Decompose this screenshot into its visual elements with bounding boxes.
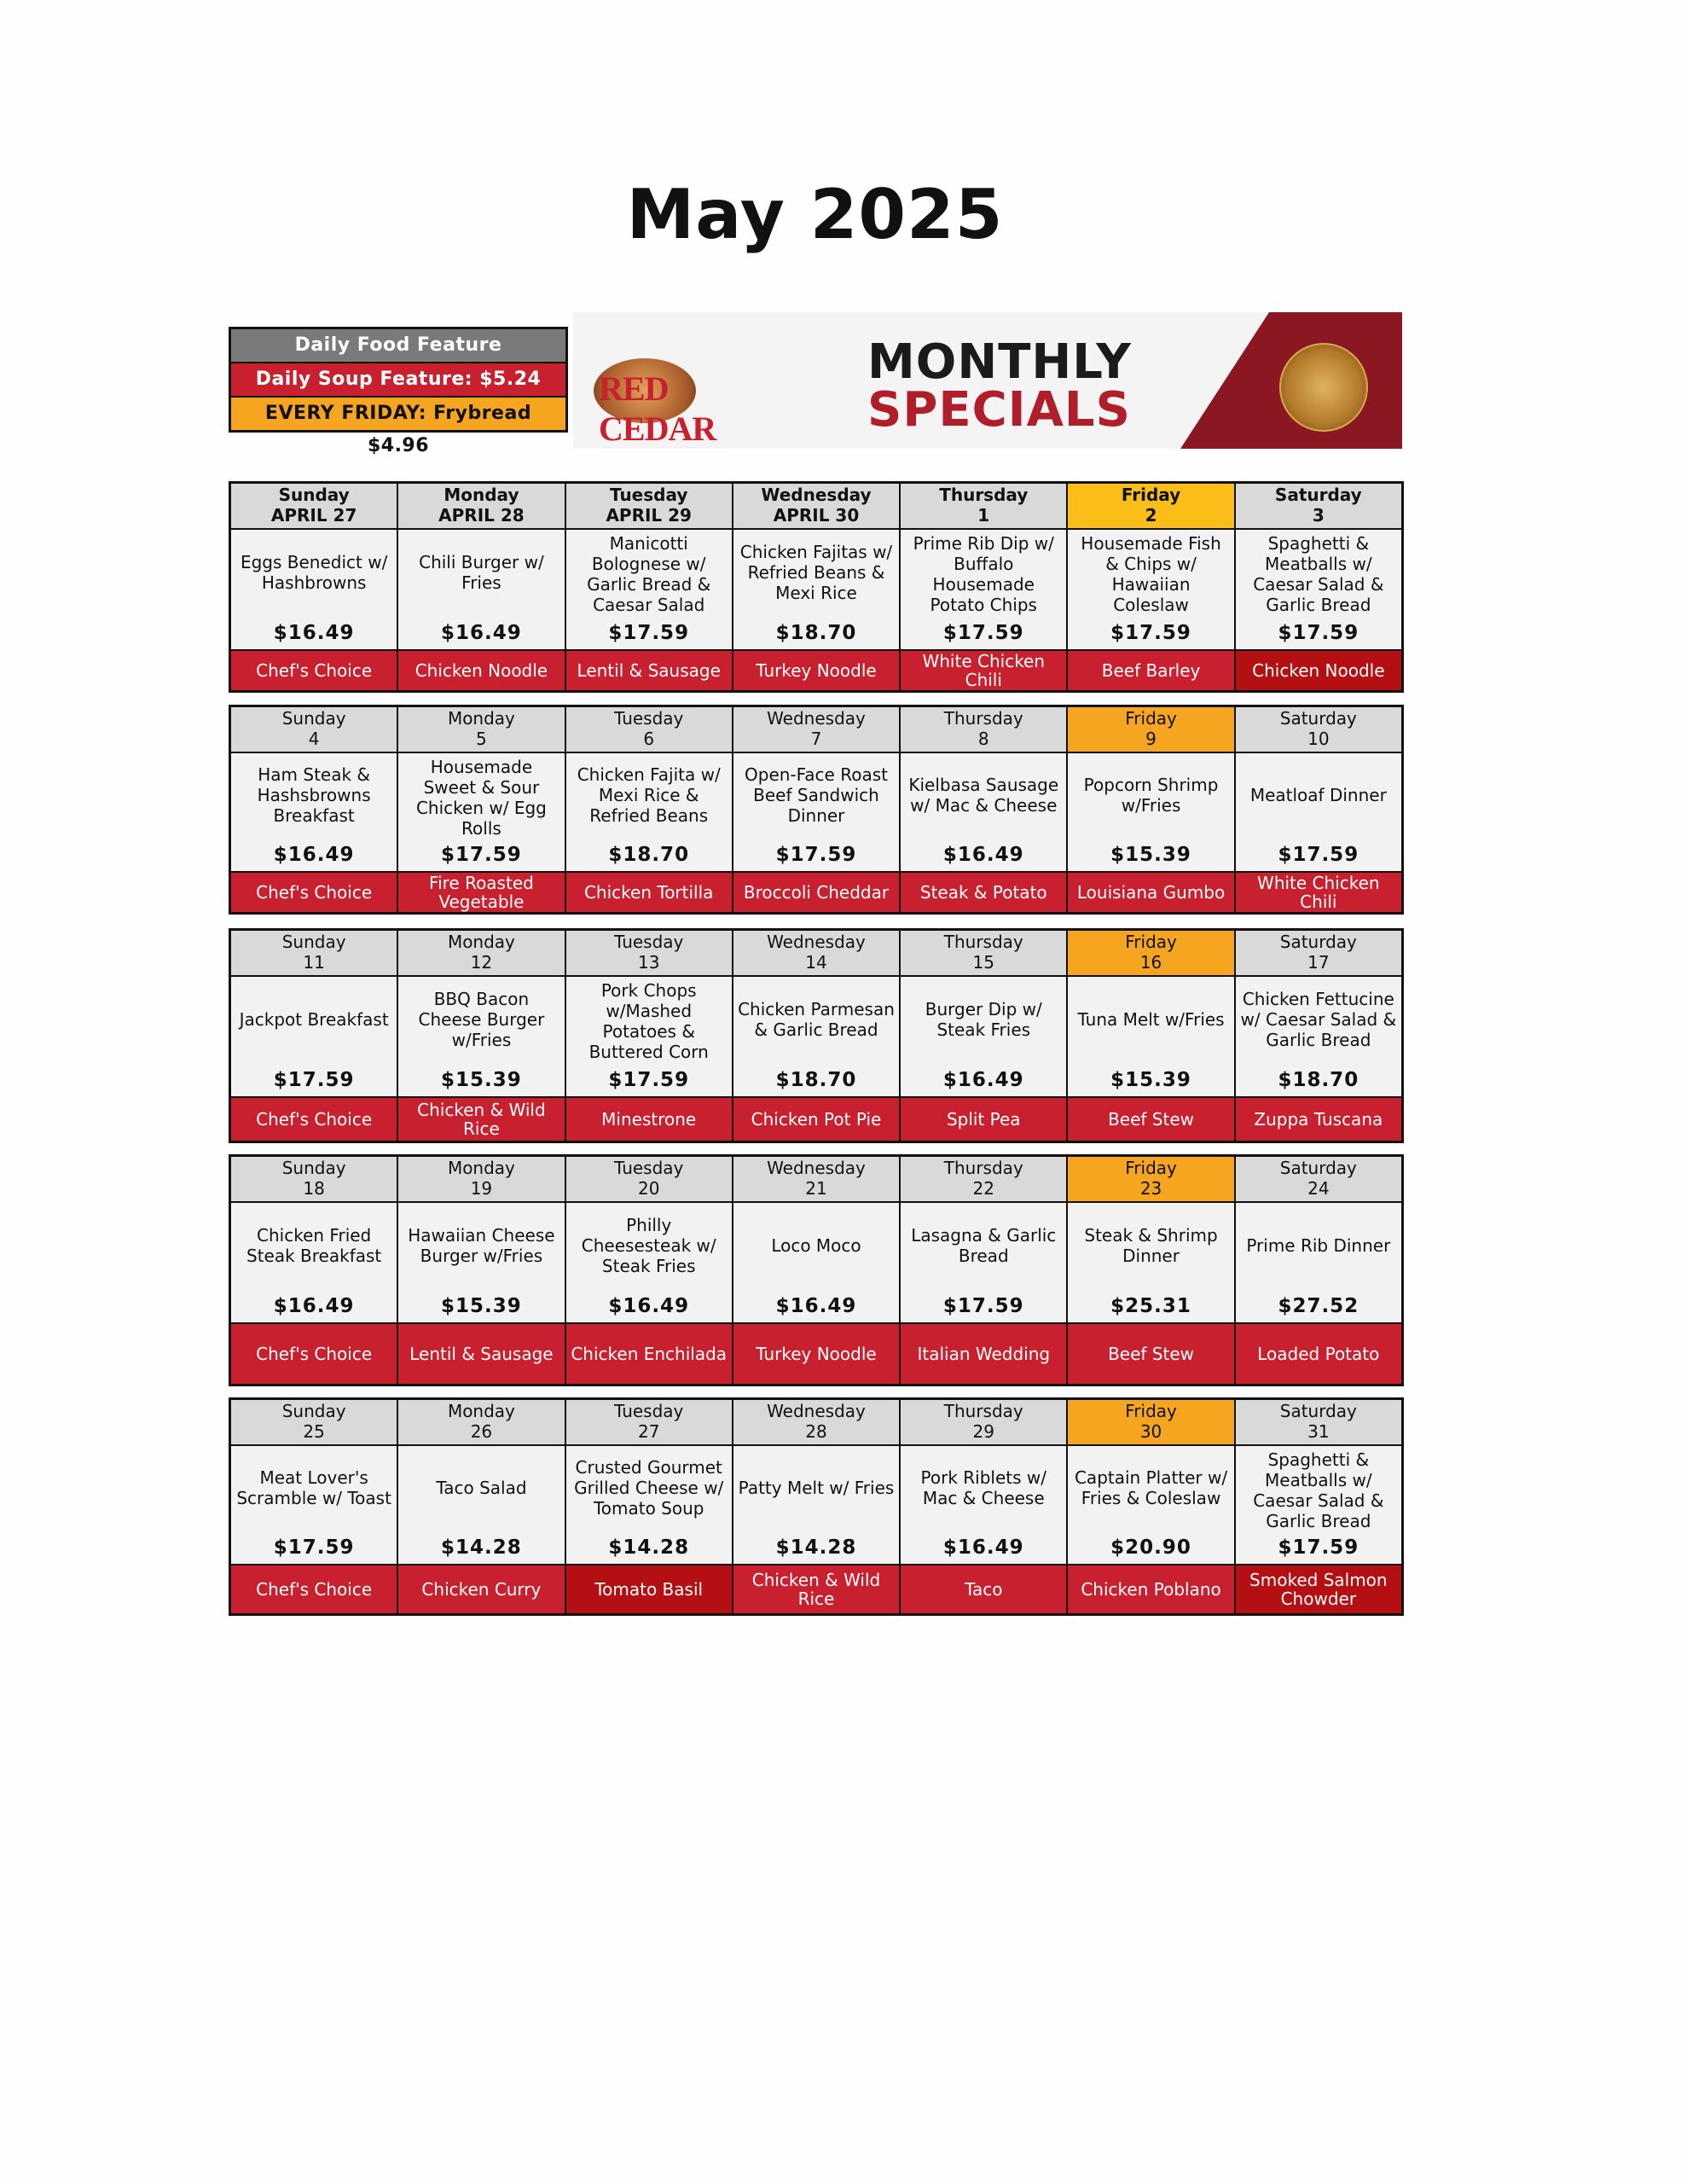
meal-price: $17.59 bbox=[1278, 1536, 1359, 1559]
day-date: 7 bbox=[810, 729, 822, 749]
day-date: 9 bbox=[1145, 729, 1157, 749]
meal-name: Meatloaf Dinner bbox=[1249, 785, 1387, 805]
meal-price: $17.59 bbox=[942, 622, 1024, 644]
banner-title-line1: MONTHLY bbox=[867, 334, 1132, 390]
meal-row bbox=[231, 1201, 1401, 1324]
daily-soup-feature: Loaded Potato bbox=[1236, 1324, 1401, 1384]
daily-food-feature bbox=[733, 977, 901, 1096]
daily-soup-feature: Zuppa Tuscana bbox=[1236, 1098, 1401, 1141]
day-date: APRIL 27 bbox=[270, 505, 357, 526]
daily-soup-feature: Chicken Noodle bbox=[398, 651, 565, 690]
meal-name: Chicken Fajita w/ Mexi Rice & Refried Beans bbox=[577, 764, 721, 826]
daily-soup-feature: Broccoli Cheddar bbox=[733, 873, 901, 912]
meal-name: Chicken Fried Steak Breakfast bbox=[246, 1225, 382, 1266]
meal-name: Spaghetti & Meatballs w/ Caesar Salad & Garlic Bread bbox=[1253, 1449, 1384, 1531]
day-date: 17 bbox=[1307, 952, 1330, 973]
daily-soup-feature: Chef's Choice bbox=[231, 1098, 398, 1141]
meal-name: Ham Steak & Hashsbrowns Breakfast bbox=[257, 764, 371, 826]
day-date: 15 bbox=[972, 952, 994, 973]
meal-price: $18.70 bbox=[608, 844, 690, 866]
daily-soup-feature: Split Pea bbox=[901, 1098, 1068, 1141]
daily-food-feature bbox=[1236, 530, 1401, 649]
day-header bbox=[566, 1400, 733, 1444]
meal-name: Chili Burger w/ Fries bbox=[419, 552, 544, 593]
day-date: 12 bbox=[470, 952, 493, 973]
day-date: 4 bbox=[308, 729, 320, 749]
day-name: Wednesday bbox=[767, 1158, 866, 1178]
day-name: Saturday bbox=[1279, 708, 1357, 729]
day-date: 19 bbox=[470, 1178, 493, 1199]
day-header bbox=[733, 1157, 901, 1201]
day-header bbox=[1236, 1157, 1401, 1201]
day-date: 1 bbox=[977, 505, 990, 526]
monthly-specials-banner bbox=[573, 312, 1402, 449]
daily-food-feature bbox=[566, 1203, 733, 1322]
week-header-row bbox=[231, 1400, 1401, 1444]
meal-name: Pork Riblets w/ Mac & Cheese bbox=[920, 1467, 1046, 1508]
day-name: Monday bbox=[447, 708, 515, 729]
meal-price: $17.59 bbox=[775, 844, 857, 866]
calendar-week bbox=[229, 1154, 1404, 1386]
day-date: 20 bbox=[637, 1178, 660, 1199]
day-header bbox=[1236, 1400, 1401, 1444]
daily-food-feature bbox=[566, 530, 733, 649]
day-header bbox=[1068, 1400, 1235, 1444]
daily-food-feature bbox=[733, 1203, 901, 1322]
daily-food-feature bbox=[1236, 753, 1401, 871]
day-date: 13 bbox=[637, 952, 660, 973]
daily-food-feature bbox=[566, 1446, 733, 1564]
daily-soup-feature: Smoked Salmon Chowder bbox=[1236, 1565, 1401, 1613]
calendar-week bbox=[229, 928, 1404, 1143]
meal-price: $16.49 bbox=[273, 1295, 355, 1317]
daily-soup-feature: Beef Barley bbox=[1068, 651, 1235, 690]
day-date: 8 bbox=[977, 729, 989, 749]
meal-name: Kielbasa Sausage w/ Mac & Cheese bbox=[908, 775, 1059, 816]
day-name: Saturday bbox=[1279, 1401, 1357, 1421]
daily-soup-feature: Louisiana Gumbo bbox=[1068, 873, 1235, 912]
day-header bbox=[1236, 484, 1401, 528]
day-name: Tuesday bbox=[614, 932, 684, 952]
meal-price: $17.59 bbox=[608, 622, 690, 644]
meal-name: Chicken Parmesan & Garlic Bread bbox=[738, 999, 895, 1040]
meal-price: $15.39 bbox=[441, 1295, 522, 1317]
calendar-week bbox=[229, 705, 1404, 915]
meal-price: $18.70 bbox=[1278, 1069, 1359, 1091]
page-title: May 2025 bbox=[626, 175, 1004, 254]
banner-title-line2: SPECIALS bbox=[867, 382, 1131, 438]
meal-row bbox=[231, 752, 1401, 873]
day-header bbox=[901, 931, 1068, 975]
day-header bbox=[901, 1400, 1068, 1444]
day-name: Sunday bbox=[281, 708, 346, 729]
day-header bbox=[566, 1157, 733, 1201]
meal-price: $25.31 bbox=[1110, 1295, 1191, 1317]
daily-soup-feature: White Chicken Chili bbox=[1236, 873, 1401, 912]
meal-price: $17.59 bbox=[1110, 622, 1191, 644]
day-name: Saturday bbox=[1279, 932, 1357, 952]
meal-name: Jackpot Breakfast bbox=[239, 1009, 389, 1030]
daily-food-feature bbox=[901, 977, 1068, 1096]
meal-name: Hawaiian Cheese Burger w/Fries bbox=[408, 1225, 555, 1266]
day-header bbox=[1236, 931, 1401, 975]
day-date: 28 bbox=[805, 1421, 827, 1442]
daily-soup-feature: Chicken Pot Pie bbox=[733, 1098, 901, 1141]
meal-price: $20.90 bbox=[1110, 1536, 1191, 1559]
meal-price: $14.28 bbox=[441, 1536, 522, 1559]
meal-price: $16.49 bbox=[942, 1069, 1024, 1091]
daily-soup-feature: White Chicken Chili bbox=[901, 651, 1068, 690]
day-date: 3 bbox=[1312, 505, 1325, 526]
day-date: 21 bbox=[805, 1178, 827, 1199]
day-header bbox=[231, 1157, 398, 1201]
daily-soup-feature: Minestrone bbox=[566, 1098, 733, 1141]
daily-food-feature bbox=[733, 530, 901, 649]
meal-name: BBQ Bacon Cheese Burger w/Fries bbox=[418, 989, 545, 1050]
day-header bbox=[733, 707, 901, 752]
day-date: 16 bbox=[1139, 952, 1162, 973]
day-name: Saturday bbox=[1279, 1158, 1357, 1178]
day-name: Monday bbox=[447, 932, 515, 952]
meal-name: Loco Moco bbox=[771, 1235, 861, 1256]
day-name: Sunday bbox=[281, 932, 346, 952]
meal-price: $15.39 bbox=[1110, 844, 1191, 866]
day-header bbox=[398, 484, 565, 528]
day-date: 23 bbox=[1139, 1178, 1162, 1199]
day-name: Tuesday bbox=[614, 1401, 684, 1421]
daily-soup-feature: Lentil & Sausage bbox=[398, 1324, 565, 1384]
meal-price: $14.28 bbox=[608, 1536, 690, 1559]
daily-soup-feature: Beef Stew bbox=[1068, 1324, 1235, 1384]
daily-food-feature bbox=[231, 1203, 398, 1322]
day-date: 2 bbox=[1145, 505, 1157, 526]
meal-price: $17.59 bbox=[273, 1536, 355, 1559]
legend-friday: EVERY FRIDAY: Frybread $4.96 bbox=[231, 398, 565, 430]
day-date: 25 bbox=[303, 1421, 325, 1442]
meal-price: $16.49 bbox=[942, 1536, 1024, 1559]
daily-food-feature bbox=[901, 1203, 1068, 1322]
day-name: Thursday bbox=[943, 1158, 1023, 1178]
day-header bbox=[1068, 1157, 1235, 1201]
day-header bbox=[733, 931, 901, 975]
daily-soup-feature: Tomato Basil bbox=[566, 1565, 733, 1613]
daily-food-feature bbox=[1236, 1446, 1401, 1564]
daily-soup-feature: Taco bbox=[901, 1565, 1068, 1613]
day-name: Wednesday bbox=[767, 708, 866, 729]
day-name: Monday bbox=[443, 485, 519, 505]
meal-name: Taco Salad bbox=[436, 1478, 527, 1498]
day-header bbox=[231, 707, 398, 752]
day-name: Thursday bbox=[943, 1401, 1023, 1421]
meal-price: $16.49 bbox=[441, 622, 522, 644]
meal-name: Housemade Sweet & Sour Chicken w/ Egg Rolls bbox=[415, 757, 547, 839]
day-header bbox=[231, 484, 398, 528]
day-name: Wednesday bbox=[767, 1401, 866, 1421]
day-name: Sunday bbox=[278, 485, 350, 505]
meal-price: $17.59 bbox=[1278, 844, 1359, 866]
daily-soup-feature: Chef's Choice bbox=[231, 1324, 398, 1384]
meal-name: Crusted Gourmet Grilled Cheese w/ Tomato Soup bbox=[574, 1457, 724, 1519]
daily-soup-feature: Chicken Poblano bbox=[1068, 1565, 1235, 1613]
meal-price: $16.49 bbox=[273, 622, 355, 644]
meal-name: Captain Platter w/ Fries & Coleslaw bbox=[1074, 1467, 1228, 1508]
day-header bbox=[733, 1400, 901, 1444]
day-date: 27 bbox=[637, 1421, 660, 1442]
day-name: Sunday bbox=[281, 1158, 346, 1178]
daily-food-feature bbox=[566, 977, 733, 1096]
day-date: 10 bbox=[1307, 729, 1330, 749]
day-header bbox=[901, 484, 1068, 528]
meal-name: Open-Face Roast Beef Sandwich Dinner bbox=[745, 764, 888, 826]
meal-name: Housemade Fish & Chips w/ Hawaiian Coleslaw bbox=[1081, 533, 1221, 615]
daily-food-feature bbox=[1236, 977, 1401, 1096]
soup-row bbox=[231, 1098, 1401, 1141]
daily-food-feature bbox=[1068, 977, 1235, 1096]
soup-row bbox=[231, 873, 1401, 912]
week-header-row bbox=[231, 1157, 1401, 1201]
day-date: 14 bbox=[805, 952, 827, 973]
calendar-week bbox=[229, 481, 1404, 693]
legend-daily-food: Daily Food Feature bbox=[231, 329, 565, 363]
meal-price: $17.59 bbox=[608, 1069, 690, 1091]
red-cedar-logo bbox=[590, 355, 786, 448]
meal-price: $16.49 bbox=[608, 1295, 690, 1317]
meal-name: Burger Dip w/ Steak Fries bbox=[925, 999, 1042, 1040]
legend-box bbox=[229, 327, 568, 456]
day-name: Friday bbox=[1125, 1401, 1177, 1421]
daily-food-feature bbox=[1068, 1203, 1235, 1322]
day-name: Tuesday bbox=[614, 1158, 684, 1178]
day-date: 11 bbox=[303, 952, 325, 973]
daily-food-feature bbox=[566, 753, 733, 871]
daily-soup-feature: Turkey Noodle bbox=[733, 1324, 901, 1384]
day-name: Thursday bbox=[939, 485, 1029, 505]
daily-soup-feature: Turkey Noodle bbox=[733, 651, 901, 690]
day-header bbox=[398, 931, 565, 975]
day-header bbox=[398, 707, 565, 752]
day-name: Monday bbox=[447, 1401, 515, 1421]
daily-soup-feature: Chicken & Wild Rice bbox=[733, 1565, 901, 1613]
meal-row bbox=[231, 1444, 1401, 1565]
meal-name: Tuna Melt w/Fries bbox=[1077, 1009, 1225, 1030]
day-header bbox=[398, 1400, 565, 1444]
day-date: 5 bbox=[476, 729, 487, 749]
daily-food-feature bbox=[398, 530, 565, 649]
soup-row bbox=[231, 1565, 1401, 1613]
day-date: 22 bbox=[972, 1178, 994, 1199]
daily-food-feature bbox=[398, 753, 565, 871]
week-header-row bbox=[231, 707, 1401, 752]
daily-food-feature bbox=[1068, 753, 1235, 871]
daily-food-feature bbox=[398, 1203, 565, 1322]
meal-name: Steak & Shrimp Dinner bbox=[1084, 1225, 1218, 1266]
daily-soup-feature: Steak & Potato bbox=[901, 873, 1068, 912]
day-name: Friday bbox=[1125, 1158, 1177, 1178]
meal-row bbox=[231, 528, 1401, 651]
day-header bbox=[231, 1400, 398, 1444]
day-header bbox=[1236, 707, 1401, 752]
daily-soup-feature: Chicken & Wild Rice bbox=[398, 1098, 565, 1141]
day-header bbox=[398, 1157, 565, 1201]
day-name: Thursday bbox=[943, 932, 1023, 952]
meal-name: Manicotti Bolognese w/ Garlic Bread & Caesar Salad bbox=[587, 533, 711, 615]
day-header bbox=[901, 1157, 1068, 1201]
meal-price: $15.39 bbox=[1110, 1069, 1191, 1091]
day-date: 24 bbox=[1307, 1178, 1330, 1199]
daily-food-feature bbox=[231, 530, 398, 649]
day-header bbox=[901, 707, 1068, 752]
day-date: APRIL 30 bbox=[773, 505, 860, 526]
daily-food-feature bbox=[1068, 1446, 1235, 1564]
daily-food-feature bbox=[398, 977, 565, 1096]
daily-food-feature bbox=[901, 530, 1068, 649]
day-header bbox=[1068, 484, 1235, 528]
week-header-row bbox=[231, 484, 1401, 528]
meal-name: Philly Cheesesteak w/ Steak Fries bbox=[581, 1215, 716, 1276]
meal-name: Patty Melt w/ Fries bbox=[738, 1478, 895, 1498]
day-name: Friday bbox=[1125, 708, 1177, 729]
daily-food-feature bbox=[398, 1446, 565, 1564]
day-date: 18 bbox=[303, 1178, 325, 1199]
daily-food-feature bbox=[1068, 530, 1235, 649]
meal-price: $18.70 bbox=[775, 1069, 857, 1091]
meal-name: Lasagna & Garlic Bread bbox=[911, 1225, 1057, 1266]
meal-name: Prime Rib Dip w/ Buffalo Housemade Potato Chips bbox=[913, 533, 1054, 615]
daily-soup-feature: Beef Stew bbox=[1068, 1098, 1235, 1141]
daily-food-feature bbox=[231, 977, 398, 1096]
meal-price: $17.59 bbox=[1278, 622, 1359, 644]
daily-food-feature bbox=[231, 753, 398, 871]
meal-price: $17.59 bbox=[441, 844, 522, 866]
daily-food-feature bbox=[733, 1446, 901, 1564]
day-header bbox=[733, 484, 901, 528]
day-name: Wednesday bbox=[767, 932, 866, 952]
meal-name: Eggs Benedict w/ Hashbrowns bbox=[240, 552, 388, 593]
week-header-row bbox=[231, 931, 1401, 975]
day-name: Friday bbox=[1121, 485, 1181, 505]
soup-row bbox=[231, 651, 1401, 690]
meal-price: $17.59 bbox=[942, 1295, 1024, 1317]
meal-price: $16.49 bbox=[273, 844, 355, 866]
daily-soup-feature: Italian Wedding bbox=[901, 1324, 1068, 1384]
meal-price: $18.70 bbox=[775, 622, 857, 644]
daily-soup-feature: Chicken Tortilla bbox=[566, 873, 733, 912]
meal-price: $15.39 bbox=[441, 1069, 522, 1091]
day-date: APRIL 28 bbox=[438, 505, 525, 526]
daily-food-feature bbox=[901, 1446, 1068, 1564]
day-name: Tuesday bbox=[614, 708, 684, 729]
day-header bbox=[566, 707, 733, 752]
day-date: 29 bbox=[972, 1421, 994, 1442]
legend-daily-soup: Daily Soup Feature: $5.24 bbox=[231, 363, 565, 398]
meal-price: $27.52 bbox=[1278, 1295, 1359, 1317]
meal-name: Prime Rib Dinner bbox=[1246, 1235, 1391, 1256]
daily-soup-feature: Fire Roasted Vegetable bbox=[398, 873, 565, 912]
daily-soup-feature: Chef's Choice bbox=[231, 1565, 398, 1613]
soup-row bbox=[231, 1324, 1401, 1384]
daily-food-feature bbox=[901, 753, 1068, 871]
day-header bbox=[1068, 931, 1235, 975]
daily-soup-feature: Lentil & Sausage bbox=[566, 651, 733, 690]
meal-name: Meat Lover's Scramble w/ Toast bbox=[236, 1467, 391, 1508]
day-header bbox=[1068, 707, 1235, 752]
daily-food-feature bbox=[231, 1446, 398, 1564]
day-name: Tuesday bbox=[610, 485, 688, 505]
meal-price: $17.59 bbox=[273, 1069, 355, 1091]
day-header bbox=[566, 931, 733, 975]
day-name: Friday bbox=[1125, 932, 1177, 952]
day-date: 26 bbox=[470, 1421, 493, 1442]
daily-soup-feature: Chicken Curry bbox=[398, 1565, 565, 1613]
meal-price: $16.49 bbox=[775, 1295, 857, 1317]
daily-soup-feature: Chicken Enchilada bbox=[566, 1324, 733, 1384]
daily-soup-feature: Chicken Noodle bbox=[1236, 651, 1401, 690]
day-name: Thursday bbox=[943, 708, 1023, 729]
logo-text: RED CEDAR bbox=[599, 369, 716, 448]
bingo-seal-logo bbox=[1279, 343, 1368, 432]
calendar-week bbox=[229, 1397, 1404, 1616]
meal-name: Popcorn Shrimp w/Fries bbox=[1083, 775, 1219, 816]
day-date: 31 bbox=[1307, 1421, 1330, 1442]
meal-name: Chicken Fajitas w/ Refried Beans & Mexi Rice bbox=[739, 542, 893, 603]
daily-food-feature bbox=[1236, 1203, 1401, 1322]
day-header bbox=[566, 484, 733, 528]
day-date: 6 bbox=[643, 729, 655, 749]
day-name: Wednesday bbox=[761, 485, 872, 505]
day-name: Sunday bbox=[281, 1401, 346, 1421]
meal-name: Spaghetti & Meatballs w/ Caesar Salad & Garlic Bread bbox=[1253, 533, 1384, 615]
meal-name: Pork Chops w/Mashed Potatoes & Buttered Corn bbox=[588, 980, 709, 1062]
day-date: 30 bbox=[1139, 1421, 1162, 1442]
meal-name: Chicken Fettucine w/ Caesar Salad & Garlic Bread bbox=[1240, 989, 1397, 1050]
day-name: Saturday bbox=[1274, 485, 1362, 505]
meal-row bbox=[231, 975, 1401, 1098]
meal-price: $16.49 bbox=[942, 844, 1024, 866]
meal-price: $14.28 bbox=[775, 1536, 857, 1559]
daily-food-feature bbox=[733, 753, 901, 871]
day-name: Monday bbox=[447, 1158, 515, 1178]
day-date: APRIL 29 bbox=[606, 505, 692, 526]
daily-soup-feature: Chef's Choice bbox=[231, 873, 398, 912]
day-header bbox=[231, 931, 398, 975]
daily-soup-feature: Chef's Choice bbox=[231, 651, 398, 690]
